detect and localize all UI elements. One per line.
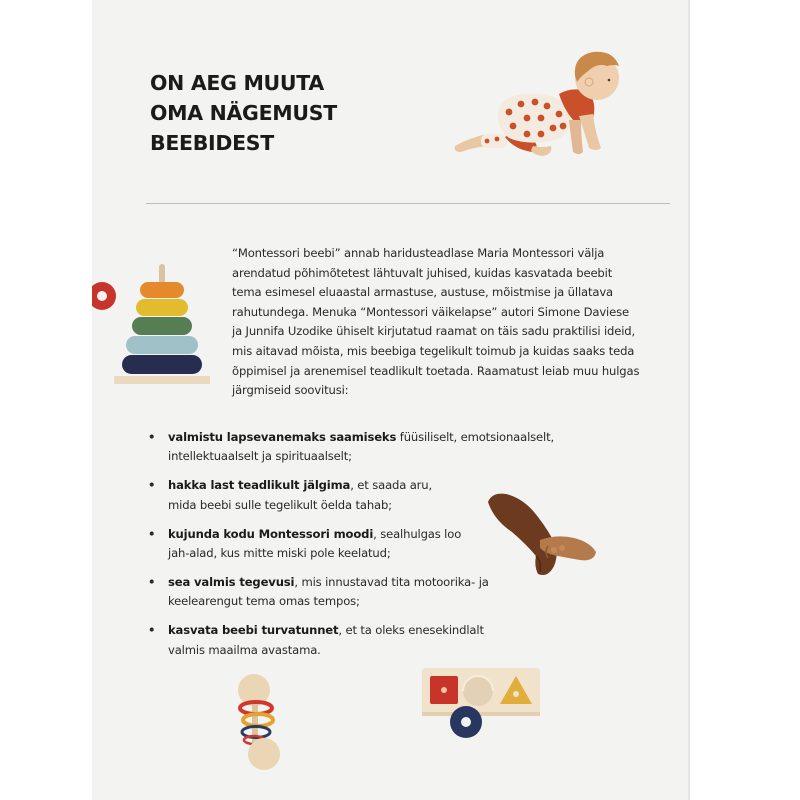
title-line: OMA NÄGEMUST (150, 101, 337, 125)
bullet: • (148, 574, 156, 589)
rattle-illustration (232, 672, 302, 776)
section-divider (146, 203, 670, 204)
intro-line: “Montessori beebi” annab haridusteadlase Maria Montessori välja (232, 246, 605, 260)
intro-paragraph (232, 244, 672, 401)
tip-text: jah-alad, kus mitte miski pole keelatud; (168, 546, 391, 561)
list-item (148, 621, 568, 660)
shape-puzzle-illustration (420, 664, 542, 742)
tip-highlight: sea valmis tegevusi (168, 574, 295, 589)
crawling-baby-illustration (447, 42, 627, 167)
title-line: BEEBIDEST (150, 131, 274, 155)
bullet: • (148, 623, 156, 638)
holding-hands-illustration (482, 488, 602, 584)
bullet: • (148, 478, 156, 493)
intro-line: rahutundega. Menuka “Montessori väikelapse” autori Simone Daviese (232, 304, 629, 319)
tip-text: valmis maailma avastama. (168, 642, 321, 657)
intro-line: järgmiseid soovitusi: (232, 383, 349, 398)
intro-line: tema esimesel eluaastal armastuse, austuse, mõistmise ja üllatava (232, 285, 613, 300)
tip-highlight: kasvata beebi turvatunnet (168, 623, 339, 638)
intro-line: ja Junnifa Uzodike ühiselt kirjutatud raamat on täis sadu praktilisi ideid, (232, 324, 636, 339)
tip-highlight: kujunda kodu Montessori moodi (168, 526, 374, 541)
page-title (150, 68, 337, 158)
tip-text: mida beebi sulle tegelikult öelda tahab; (168, 497, 392, 512)
ring-stacker-illustration (92, 262, 214, 388)
tip-text: intellektuaalselt ja spirituaalselt; (168, 449, 352, 464)
intro-line: õppimisel ja arenemisel teadlikult toetada. Raamatust leiab muu hulgas (232, 363, 640, 378)
book-back-cover (92, 0, 690, 800)
bullet: • (148, 526, 156, 541)
tip-text: , mis innustavad tita motoorika- ja (294, 574, 489, 589)
tip-highlight: valmistu lapsevanemaks saamiseks (168, 430, 397, 444)
intro-line: arendatud põhimõtetest lähtuvalt juhised, kuidas kasvatada beebit (232, 265, 613, 280)
tip-text: , et saada aru, (350, 478, 433, 493)
list-item (148, 428, 568, 467)
tip-text: keelearengut tema omas tempos; (168, 594, 360, 609)
title-line: ON AEG MUUTA (150, 71, 324, 95)
bullet: • (148, 430, 156, 444)
intro-line: mis aitavad mõista, mis beebiga tegelikult toimub ja kuidas saaks teda (232, 343, 635, 358)
tip-text: , sealhulgas loo (373, 526, 462, 541)
tip-text: füüsiliselt, emotsionaalselt, (396, 430, 555, 444)
tip-highlight: hakka last teadlikult jälgima (168, 478, 351, 493)
tip-text: , et ta oleks enesekindlalt (338, 623, 484, 638)
